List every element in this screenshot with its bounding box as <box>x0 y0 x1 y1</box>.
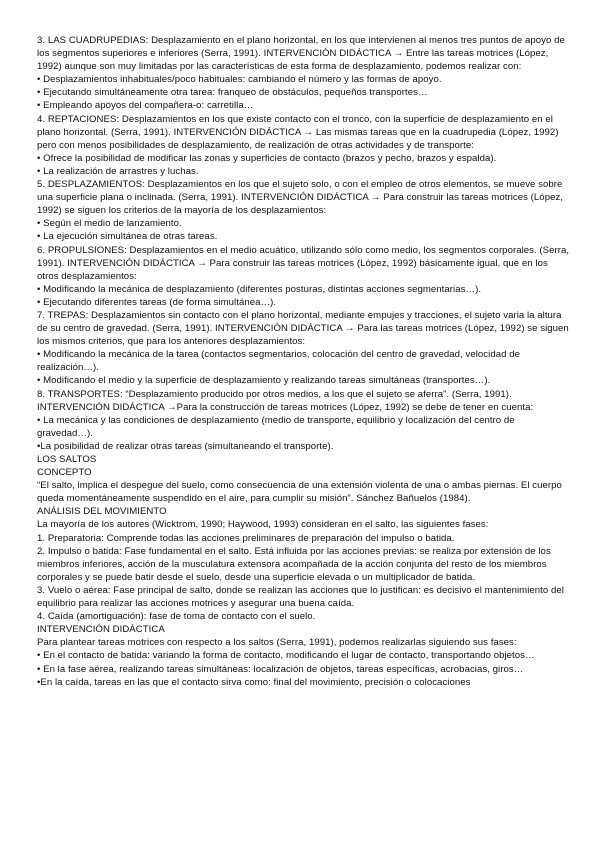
subheading-analisis: ANÁLISIS DEL MOVIMIENTO <box>37 506 167 518</box>
paragraph-propulsiones: 6. PROPULSIONES: Desplazamientos en el medio acuático, utilizando sólo como medio, los segmentos corporales. (Serra, 1991). INTERVENCIÓN DIDÁCTICA → Para construir las tareas motrices (López, 1992) básicamente igual, que en los otros desplazamientos: <box>37 244 570 282</box>
bullet-item: • Modificando la mecánica de la tarea (contactos segmentarios, colocación del centro de gravedad, velocidad de realización…). <box>37 349 520 374</box>
bullet-item: • Ejecutando diferentes tareas (de forma simultánea…). <box>37 296 277 308</box>
paragraph-fases-intro: La mayoría de los autores (Wicktrom, 1990; Haywood, 1993) consideran en el salto, las siguientes fases: <box>37 519 489 531</box>
paragraph-trepas: 7. TREPAS: Desplazamientos sin contacto con el plano horizontal, mediante empujes y tracciones, el sujeto varia la altura de su centro de gravedad. (Serra, 1991). INTERVENCIÓN DIDÁCTICA → Para las tareas motrices (López, 1992) se siguen los mismos criterios, que para los anteriores desplazamientos: <box>37 309 569 348</box>
bullet-item: •En la caída, tareas en las que el contacto sirva como: final del movimiento, precisión o colocaciones <box>37 676 471 688</box>
bullet-item: • La ejecución simultánea de otras tareas. <box>37 231 218 243</box>
bullet-item: • Según el medio de lanzamiento. <box>37 218 182 230</box>
section-heading-saltos: LOS SALTOS <box>37 454 97 465</box>
paragraph-desplazamientos: 5. DESPLAZAMIENTOS: Desplazamientos en los que el sujeto solo, o con el empleo de otros elementos, se mueve sobre una superficie plana o inclinada. (Serra, 1991). INTERVENCIÓN DIDÁCTICA → Para construir las tareas motrices (López, 1992) se siguen los criterios de la mayoría de los desplazamientos: <box>37 179 564 217</box>
bullet-item: • Ejecutando simultáneamente otra tarea: franqueo de obstáculos, pequeños transportes… <box>37 87 428 99</box>
bullet-item: • La realización de arrastres y luchas. <box>37 165 199 177</box>
subheading-intervencion: INTERVENCIÓN DIDÁCTICA <box>37 624 165 636</box>
bullet-item: • En la fase aérea, realizando tareas simultáneas: localización de objetos, tareas específicas, acrobacias, giros… <box>37 663 524 675</box>
paragraph-reptaciones: 4. REPTACIONES: Desplazamientos en los que existe contacto con el tronco, con la superficie de desplazamiento en el plano horizontal. (Serra, 1991). INTERVENCIÓN DIDÁCTICA → Las mismas tareas que en la cuadrupedia (López, 1992) pero con menos posibilidades de desplazamiento, de realización de otras actividades y de transporte: <box>37 113 559 151</box>
numbered-item: 3. Vuelo o aérea: Fase principal de salto, donde se realizan las acciones que lo justifican: es decisivo el mantenimiento del equilibrio para realizar las acciones motrices y asegurar una buena caída. <box>37 584 564 610</box>
paragraph-cuadrupedias: 3. LAS CUADRUPEDIAS: Desplazamiento en el plano horizontal, en los que intervienen al menos tres puntos de apoyo de los segmentos superiores e inferiores (Serra, 1991). INTERVENCIÓN DIDÁCTICA → Entre las tareas motrices (López, 1992) aunque son muy limitadas por las características de esta forma de desplazamiento, podemos realizar con: <box>37 35 565 73</box>
subheading-concepto: CONCEPTO <box>37 467 92 479</box>
paragraph-transportes: 8. TRANSPORTES: “Desplazamiento producido por otros medios, a los que el sujeto se aferra”. (Serra, 1991). INTERVENCIÓN DIDÁCTICA →Para la construcción de tareas motrices (López, 1992) se debe de tener en cuenta: <box>37 388 534 413</box>
bullet-item: • Modificando el medio y la superficie de desplazamiento y realizando tareas simultáneas (transportes…). <box>37 375 491 387</box>
bullet-item: •La posibilidad de realizar otras tareas (simultaneando el transporte). <box>37 440 334 452</box>
paragraph-saltos-intro: Para plantear tareas motrices con respecto a los saltos (Serra, 1991), podemos realizarlas siguiendo sus fases: <box>37 637 517 649</box>
bullet-item: • Desplazamientos inhabituales/poco habituales: cambiando el número y las formas de apoyo. <box>37 74 442 86</box>
bullet-item: • Modificando la mecánica de desplazamiento (diferentes posturas, distintas acciones segmentarias…). <box>37 283 482 295</box>
quote-paragraph: “El salto, implica el despegue del suelo, como consecuencia de una extensión violenta de una o ambas piernas. El cuerpo queda momentáneamente suspendido en el aire, para cumplir su misión”. Sánchez Bañuelos (1984). <box>37 480 562 505</box>
bullet-item: • Ofrece la posibilidad de modificar las zonas y superficies de contacto (brazos y pecho, brazos y espalda). <box>37 152 497 164</box>
numbered-item: 2. Impulso o batida: Fase fundamental en el salto. Está influida por las acciones previas: se realiza por extensión de los miembros inferiores, acción de la musculatura extensora acompañada de la acción conjunta del resto de los miembros corporales y se puede batir desde el suelo, desde una superficie elevada o un multiplicador de batida. <box>37 545 551 583</box>
bullet-item: • La mecánica y las condiciones de desplazamiento (medio de transporte, equilibrio y localización del centro de gravedad…). <box>37 414 515 439</box>
bullet-item: • En el contacto de batida: variando la forma de contacto, modificando el lugar de contacto, transportando objetos… <box>37 650 535 662</box>
numbered-item: 4. Caída (amortiguación): fase de toma de contacto con el suelo. <box>37 611 316 623</box>
bullet-item: • Empleando apoyos del compañera-o: carretilla… <box>37 100 254 112</box>
numbered-item: 1. Preparatoria: Comprende todas las acciones preliminares de preparación del impulso o batida. <box>37 532 455 544</box>
